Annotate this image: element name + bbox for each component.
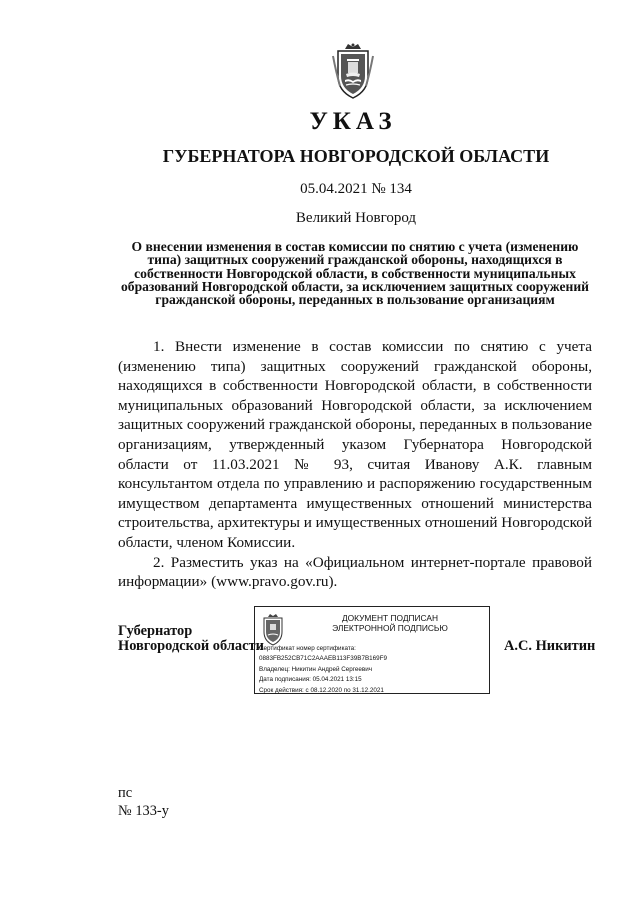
stamp-signed-date: Дата подписания: 05.04.2021 13:15 [259,676,362,684]
signatory-position [118,624,264,654]
paragraph-1: 1. Внести изменение в состав комиссии по снятию с учета (изменению типа) защитных сооружений гражданской обороны, находящихся в собственности Новгородской области, в собственности муниципальных образований Новгородской области, за исключением защитных сооружений гражданской обороны, переданных в пользование организациям, утвержденный указом Губернатора Новгородской области от 11.03.2021 № 93, считая Иванову А.К. главным консультантом отдела по управлению и распоряжению государственным имуществом департамента имущественных отношений министерства строительства, архитектуры и имущественных отношений Новгородской области, членом Комиссии. [118,338,592,551]
stamp-validity: Срок действия: с 08.12.2020 по 31.12.2021 [259,686,384,694]
footer-line-1: пс [118,785,133,801]
document-subject: О внесении изменения в состав комиссии по снятию с учета (изменению типа) защитных сооружений гражданской обороны, находящихся в собственности Новгородской области, в собственности муниципальных образований Новгородской области, за исключением защитных сооружений гражданской обороны, переданных в пользование организациям [120,239,590,308]
signatory-position-line1: Губернатор [118,623,193,639]
document-body [118,337,592,592]
stamp-cert-label: Сертификат номер сертификата: [259,645,356,652]
electronic-signature-stamp [254,606,490,694]
footer-line-2: № 133-у [118,803,169,819]
paragraph-2: 2. Разместить указ на «Официальном интернет-портале правовой информации» (www.pravo.gov.ru). [118,553,592,591]
city: Великий Новгород [295,210,417,226]
date-and-number: 05.04.2021 № 134 [300,181,412,197]
issuer-title: ГУБЕРНАТОРА НОВГОРОДСКОЙ ОБЛАСТИ [162,146,550,166]
stamp-coat-of-arms-icon [260,613,286,646]
signatory-name: А.С. Никитин [504,638,596,654]
stamp-heading: ДОКУМЕНТ ПОДПИСАН ЭЛЕКТРОННОЙ ПОДПИСЬЮ [332,613,448,633]
coat-of-arms-icon [331,42,375,100]
stamp-details [259,644,387,696]
document-type-title: УКАЗ [309,108,397,135]
stamp-owner: Владелец: Никитин Андрей Сергеевич [259,665,373,673]
stamp-cert-number: 0883FB252CB71C2AAAEB113F39B7B169F9 [259,655,388,663]
footer-reference [118,784,169,820]
signatory-position-line2: Новгородской области [118,638,264,654]
